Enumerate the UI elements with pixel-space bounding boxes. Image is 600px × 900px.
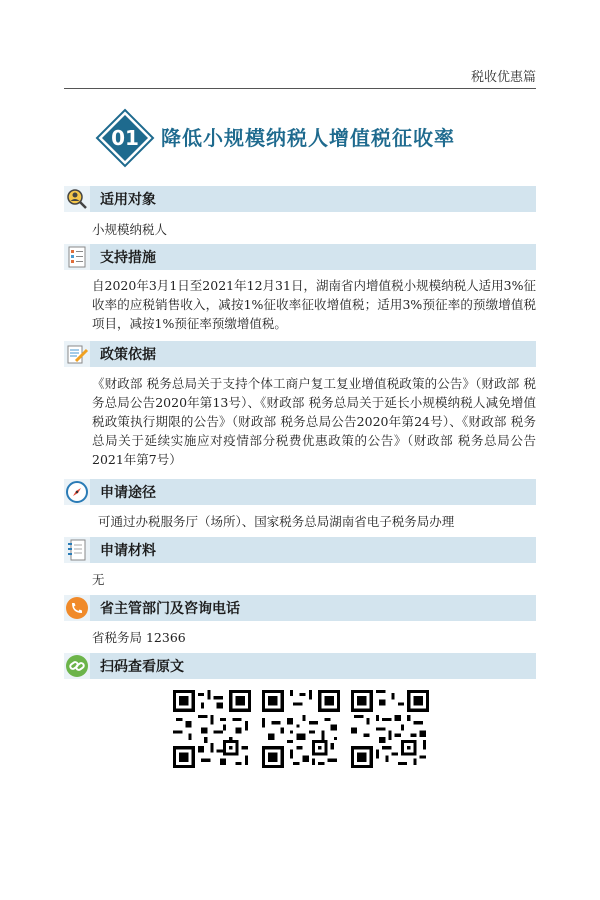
page-header bbox=[64, 60, 536, 89]
section-title: 适用对象 bbox=[100, 192, 156, 208]
section-title: 申请途径 bbox=[100, 485, 156, 501]
notebook-icon bbox=[64, 537, 90, 563]
section-title: 省主管部门及咨询电话 bbox=[100, 601, 240, 617]
section-header-scan bbox=[64, 653, 536, 679]
qr-code-row bbox=[173, 690, 429, 768]
phone-icon bbox=[64, 595, 90, 621]
section-header-contact bbox=[64, 595, 536, 621]
section-title: 扫码查看原文 bbox=[100, 659, 184, 675]
page-title: 降低小规模纳税人增值税征收率 bbox=[161, 126, 455, 150]
section-header-measures bbox=[64, 244, 536, 270]
number-diamond-icon bbox=[95, 108, 155, 168]
section-title: 支持措施 bbox=[100, 250, 156, 266]
checklist-icon bbox=[64, 244, 90, 270]
title-number: 01 bbox=[111, 126, 139, 150]
compass-icon bbox=[64, 479, 90, 505]
channel-text: 可通过办税服务厅（场所）、国家税务总局湖南省电子税务局办理 bbox=[98, 514, 455, 529]
target-text: 小规模纳税人 bbox=[92, 222, 168, 237]
link-icon bbox=[64, 653, 90, 679]
section-title: 政策依据 bbox=[100, 347, 156, 363]
section-header-channel bbox=[64, 479, 536, 505]
measures-text: 自2020年3月1日至2021年12月31日，湖南省内增值税小规模纳税人适用3%征收率的应税销售收入，减按1%征收率征收增值税；适用3%预征率的预缴增值税项目，减按1%预征率预缴增值税。 bbox=[92, 278, 536, 331]
magnifier-person-icon bbox=[64, 186, 90, 212]
section-header-target bbox=[64, 186, 536, 212]
section-name: 税收优惠篇 bbox=[470, 70, 536, 85]
pencil-document-icon bbox=[64, 341, 90, 367]
qr-code-icon[interactable] bbox=[262, 690, 340, 768]
qr-code-icon[interactable] bbox=[351, 690, 429, 768]
section-header-materials bbox=[64, 537, 536, 563]
title-block bbox=[95, 108, 515, 168]
basis-text: 《财政部 税务总局关于支持个体工商户复工复业增值税政策的公告》（财政部 税务总局公告2020年第13号）、《财政部 税务总局关于延长小规模纳税人减免增值税政策执行期限的公告》（财政部 税务总局公告2020年第24号）、《财政部 税务总局关于延续实施应对疫情部分税费优惠政策的公告》（财政部 税务总局公告2021年第7号） bbox=[92, 376, 536, 467]
contact-text: 省税务局 12366 bbox=[92, 630, 186, 645]
qr-code-icon[interactable] bbox=[173, 690, 251, 768]
section-header-basis bbox=[64, 341, 536, 367]
materials-text: 无 bbox=[92, 572, 105, 587]
section-title: 申请材料 bbox=[100, 543, 156, 559]
